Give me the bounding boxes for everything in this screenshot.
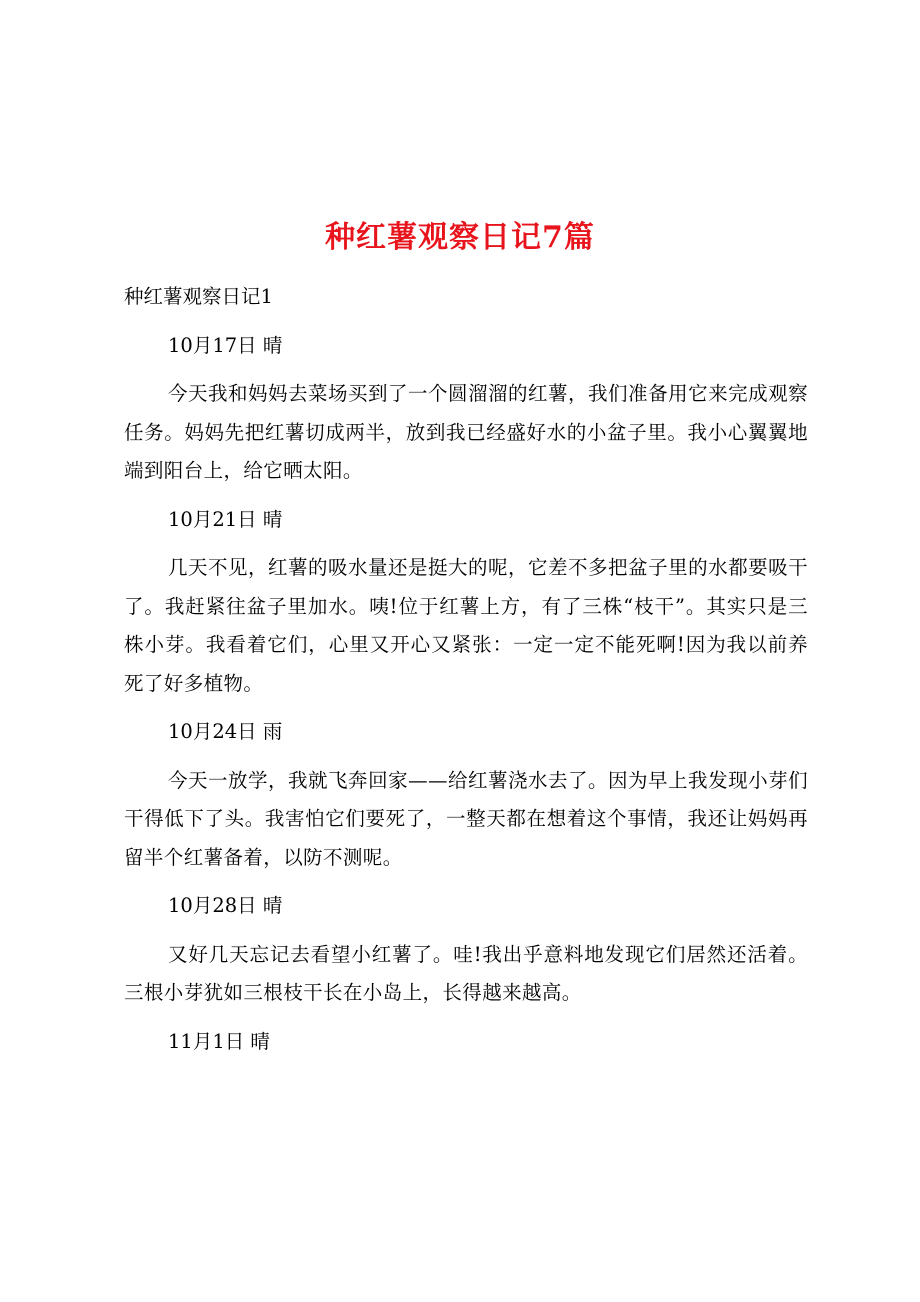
section-heading: 种红薯观察日记1	[124, 285, 273, 308]
entry-date: 10月24日 雨	[168, 720, 283, 743]
entry-date: 10月28日 晴	[168, 894, 283, 917]
entry-date: 11月1日 晴	[168, 1029, 270, 1053]
entry-text: 又好几天忘记去看望小红薯了。哇!我出乎意料地发现它们居然还活着。三根小芽犹如三根枝干长在小岛上，长得越来越高。	[124, 942, 808, 1004]
entry-text: 今天我和妈妈去菜场买到了一个圆溜溜的红薯，我们准备用它来完成观察任务。妈妈先把红薯切成两半，放到我已经盛好水的小盆子里。我小心翼翼地端到阳台上，给它晒太阳。	[124, 382, 808, 482]
document-body	[124, 278, 808, 1061]
entry-text: 今天一放学，我就飞奔回家——给红薯浇水去了。因为早上我发现小芽们干得低下了头。我害怕它们要死了，一整天都在想着这个事情，我还让妈妈再留半个红薯备着，以防不测呢。	[124, 768, 808, 869]
entry-date: 10月17日 晴	[168, 333, 283, 357]
entry-date: 10月21日 晴	[168, 507, 283, 531]
document-title: 种红薯观察日记7篇	[325, 220, 595, 256]
entry-text: 几天不见，红薯的吸水量还是挺大的呢，它差不多把盆子里的水都要吸干了。我赶紧往盆子里加水。咦!位于红薯上方，有了三株“枝干”。其实只是三株小芽。我看着它们，心里又开心又紧张：一定一定不能死啊!因为我以前养死了好多植物。	[124, 556, 808, 695]
